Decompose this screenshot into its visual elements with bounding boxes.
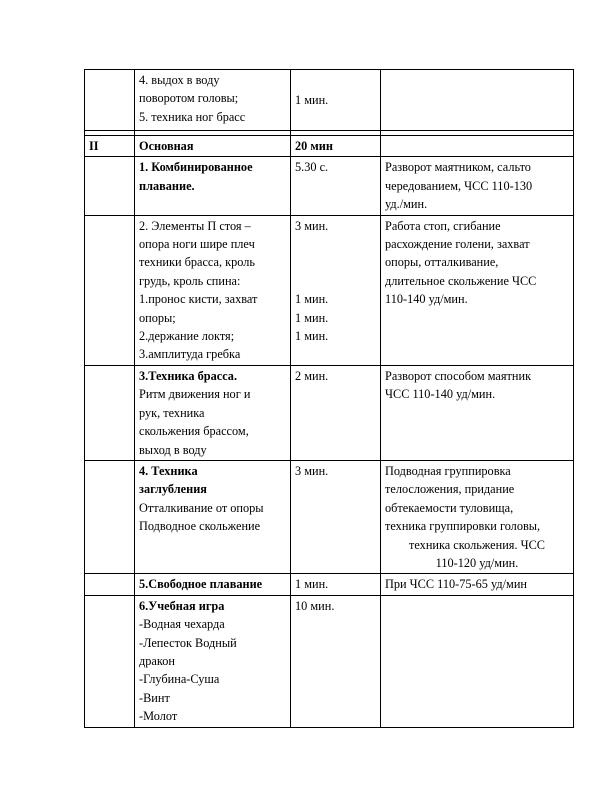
- cell-time: [291, 365, 381, 460]
- table-row: [85, 215, 574, 365]
- text-line: скольжения брассом,: [139, 424, 249, 439]
- table-row: [85, 595, 574, 727]
- text-line: дракон: [139, 653, 175, 668]
- text-line: грудь, кроль спина:: [139, 273, 241, 288]
- time-value: 1 мин.: [295, 92, 329, 107]
- section-title: Основная: [135, 136, 291, 157]
- text-line: 2.держание локтя;: [139, 329, 235, 344]
- cell-time: [291, 70, 381, 131]
- text-line: 2. Элементы П стоя –: [139, 218, 251, 233]
- text-line: -Винт: [139, 690, 170, 705]
- note-line: обтекаемости туловища,: [385, 500, 514, 515]
- exercise-title: 5.Свободное плавание: [135, 574, 291, 595]
- exercise-title: 6.Учебная игра: [139, 598, 225, 613]
- lesson-plan-table: [84, 69, 574, 728]
- text-line: Подводное скольжение: [139, 519, 261, 534]
- table-row: [85, 157, 574, 215]
- text-line: поворотом головы;: [139, 91, 239, 106]
- note-line: чередованием, ЧСС 110-130: [385, 178, 533, 193]
- table-row: [85, 365, 574, 460]
- cell-number: [85, 574, 135, 595]
- cell-number: [85, 157, 135, 215]
- exercise-title: 1. Комбинированное: [139, 160, 253, 175]
- note-line: длительное скольжение ЧСС: [385, 273, 537, 288]
- text-line: 5. техника ног брасс: [139, 109, 246, 124]
- section-number: II: [85, 136, 135, 157]
- cell-notes: [381, 70, 574, 131]
- note-line: техника группировки головы,: [385, 519, 541, 534]
- cell-content: [135, 215, 291, 365]
- cell-notes: [381, 595, 574, 727]
- cell-number: [85, 365, 135, 460]
- time-value: 1 мин.: [295, 292, 329, 307]
- cell-time: [291, 215, 381, 365]
- cell-time: [291, 157, 381, 215]
- note-line: Работа стоп, сгибание: [385, 218, 501, 233]
- cell-content: [135, 70, 291, 131]
- note-line: Разворот способом маятник: [385, 368, 532, 383]
- note-line: Подводная группировка: [385, 463, 511, 478]
- table-row: [85, 460, 574, 573]
- table-row: [85, 574, 574, 595]
- exercise-title: заглубления: [139, 482, 207, 497]
- cell-content: [135, 460, 291, 573]
- note-line: расхождение голени, захват: [385, 237, 530, 252]
- text-line: Ритм движения ног и: [139, 387, 251, 402]
- time-value: 1 мин.: [295, 310, 329, 325]
- time-value: 10 мин.: [295, 598, 335, 613]
- cell-number: [85, 460, 135, 573]
- cell-time: [291, 460, 381, 573]
- text-line: выход в воду: [139, 442, 207, 457]
- text-line: рук, техника: [139, 405, 205, 420]
- note-line: 110-140 уд/мин.: [385, 292, 468, 307]
- section-time: 20 мин: [291, 136, 381, 157]
- text-line: техники брасса, кроль: [139, 255, 255, 270]
- time-value: 3 мин.: [295, 463, 329, 478]
- text-line: 4. выдох в воду: [139, 73, 220, 87]
- exercise-title: плавание.: [139, 178, 195, 193]
- cell-time: 1 мин.: [291, 574, 381, 595]
- cell-number: [85, 70, 135, 131]
- note-line: 110-120 уд/мин.: [435, 555, 519, 570]
- section-header-row: [85, 136, 574, 157]
- text-line: -Молот: [139, 709, 178, 724]
- note-line: Разворот маятником, сальто: [385, 160, 531, 175]
- cell-notes: [381, 136, 574, 157]
- text-line: 3.амплитуда гребка: [139, 347, 241, 362]
- cell-notes: [381, 460, 574, 573]
- cell-number: [85, 215, 135, 365]
- note-line: опоры, отталкивание,: [385, 255, 499, 270]
- table-row: [85, 70, 574, 131]
- cell-notes: [381, 215, 574, 365]
- text-line: -Лепесток Водный: [139, 635, 237, 650]
- cell-content: [135, 157, 291, 215]
- time-value: 3 мин.: [295, 218, 329, 233]
- time-value: 2 мин.: [295, 368, 329, 383]
- note-line: уд./мин.: [385, 197, 428, 212]
- time-value: 5.30 с.: [295, 160, 329, 175]
- time-value: 1 мин.: [295, 329, 329, 344]
- note-line: техника скольжения. ЧСС: [409, 537, 545, 552]
- exercise-title: 4. Техника: [139, 463, 198, 478]
- cell-time: [291, 595, 381, 727]
- note-line: телосложения, придание: [385, 482, 515, 497]
- text-line: Отталкивание от опоры: [139, 500, 264, 515]
- cell-content: [135, 365, 291, 460]
- cell-number: [85, 595, 135, 727]
- text-line: опоры;: [139, 310, 176, 325]
- exercise-title: 3.Техника брасса.: [139, 368, 238, 383]
- cell-content: [135, 595, 291, 727]
- cell-notes: [381, 157, 574, 215]
- note-line: ЧСС 110-140 уд/мин.: [385, 387, 496, 402]
- cell-notes: [381, 365, 574, 460]
- text-line: 1.пронос кисти, захват: [139, 292, 258, 307]
- text-line: -Водная чехарда: [139, 617, 225, 632]
- text-line: опора ноги шире плеч: [139, 237, 255, 252]
- text-line: -Глубина-Суша: [139, 672, 220, 687]
- cell-notes: При ЧСС 110-75-65 уд/мин: [381, 574, 574, 595]
